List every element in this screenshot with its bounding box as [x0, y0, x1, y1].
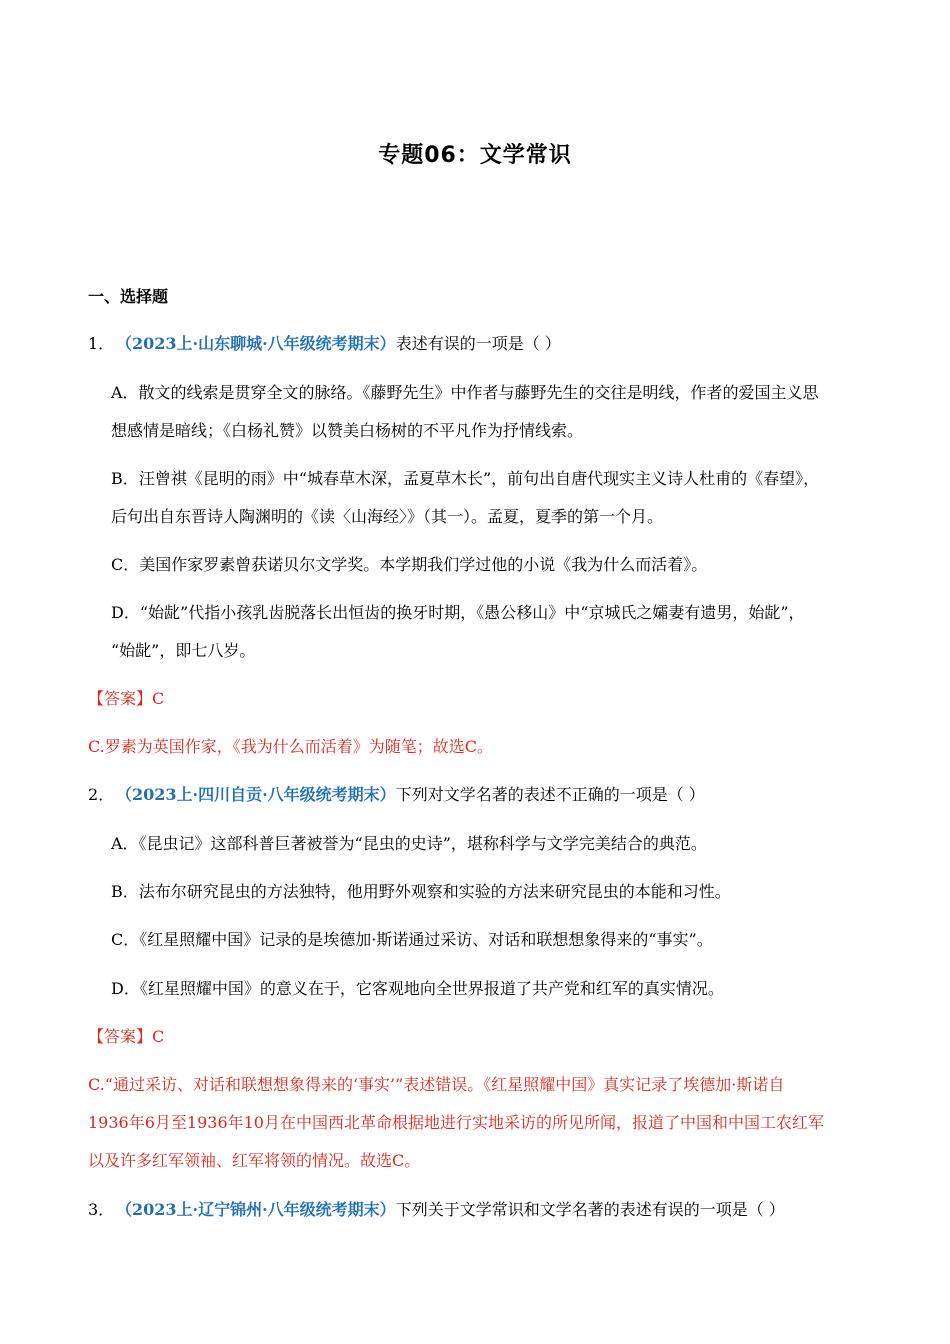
explanation-2-line-3: 以及许多红军领袖、红军将领的情况。故选C。: [88, 1151, 421, 1170]
answer-2: [88, 1027, 164, 1047]
answer-label: 【答案】: [88, 1027, 153, 1046]
option-b: B．法布尔研究昆虫的方法独特，他用野外观察和实验的方法来研究昆虫的本能和习性。: [111, 882, 731, 901]
option-a-continued: 想感情是暗线；《白杨礼赞》以赞美白杨树的不平凡作为抒情线索。: [111, 421, 584, 440]
option-d-continued: “始龀”，即七八岁。: [111, 641, 256, 660]
explanation-2-line-2: 1936年6月至1936年10月在中国西北革命根据地进行实地采访的所见所闻，报道了中国和中国工农红军: [88, 1113, 824, 1132]
answer-value: C: [152, 689, 165, 708]
explanation-1: C.罗素为英国作家，《我为什么而活着》为随笔；故选C。: [88, 737, 494, 756]
section-heading: 一、选择题: [88, 287, 169, 306]
question-number: 2．: [88, 785, 115, 804]
option-b-continued: 后句出自东晋诗人陶渊明的《读〈山海经〉》（其一）。孟夏，夏季的第一个月。: [111, 507, 664, 526]
question-stem: 表述有误的一项是（ ）: [395, 334, 561, 353]
question-source: （2023上·四川自贡·八年级统考期末）: [116, 785, 396, 804]
question-stem: 下列关于文学常识和文学名著的表述有误的一项是（ ）: [395, 1200, 785, 1219]
option-c: C．《红星照耀中国》记录的是埃德加·斯诺通过采访、对话和联想想象得来的“事实”。: [111, 930, 713, 949]
question-source: （2023上·辽宁锦州·八年级统考期末）: [116, 1200, 396, 1219]
question-1: [88, 334, 561, 354]
page-title: 专题06：文学常识: [378, 143, 572, 168]
option-a: A．《昆虫记》这部科普巨著被誉为“昆虫的史诗”，堪称科学与文学完美结合的典范。: [111, 834, 707, 853]
question-3: [88, 1200, 785, 1220]
option-c: C．美国作家罗素曾获诺贝尔文学奖。本学期我们学过他的小说《我为什么而活着》。: [111, 555, 708, 574]
question-number: 1．: [88, 334, 115, 353]
option-a: A．散文的线索是贯穿全文的脉络。《藤野先生》中作者与藤野先生的交往是明线，作者的爱国主义思: [111, 383, 819, 402]
answer-value: C: [152, 1027, 165, 1046]
option-b: B．汪曾祺《昆明的雨》中“城春草木深，孟夏草木长”，前句出自唐代现实主义诗人杜甫的《春望》，: [111, 469, 820, 488]
option-d: D．“始龀”代指小孩乳齿脱落长出恒齿的换牙时期，《愚公移山》中“京城氏之孀妻有遗男，始龀”，: [111, 603, 805, 622]
question-stem: 下列对文学名著的表述不正确的一项是（ ）: [395, 785, 705, 804]
question-2: [88, 785, 705, 805]
answer-label: 【答案】: [88, 689, 153, 708]
question-number: 3．: [88, 1200, 115, 1219]
answer-1: [88, 689, 164, 709]
option-d: D．《红星照耀中国》的意义在于，它客观地向全世界报道了共产党和红军的真实情况。: [111, 979, 724, 998]
question-source: （2023上·山东聊城·八年级统考期末）: [116, 334, 396, 353]
explanation-2-line-1: C.“通过采访、对话和联想想象得来的‘事实’”表述错误。《红星照耀中国》真实记录了埃德加·斯诺自: [88, 1075, 785, 1094]
